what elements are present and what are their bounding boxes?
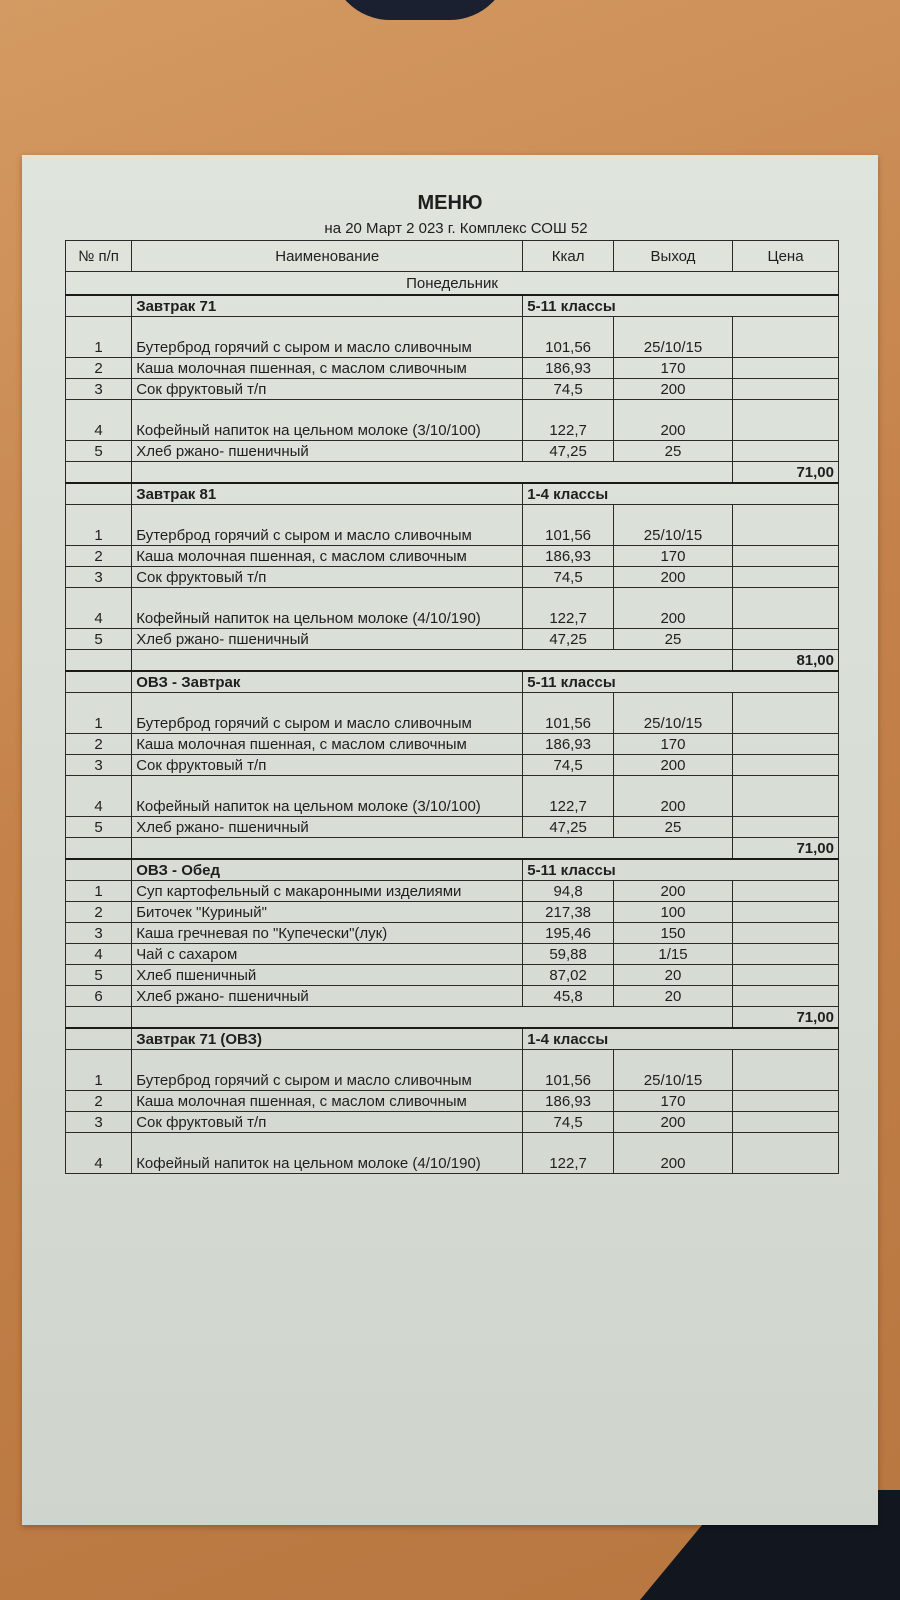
- section-row: [66, 295, 839, 317]
- col-price-header: Цена: [733, 241, 839, 272]
- item-number: 1: [66, 1050, 132, 1091]
- item-price-cell: [733, 358, 839, 379]
- section-price-cell: [733, 295, 839, 317]
- item-output: 25/10/15: [613, 505, 732, 546]
- table-row: [66, 817, 839, 838]
- section-total-row: [66, 1007, 839, 1029]
- item-price-cell: [733, 776, 839, 817]
- item-number: 3: [66, 379, 132, 400]
- item-output: 20: [613, 986, 732, 1007]
- section-total-price: 71,00: [733, 838, 839, 860]
- section-grade: 1-4 классы: [523, 483, 733, 505]
- item-number: 1: [66, 505, 132, 546]
- item-output: 200: [613, 400, 732, 441]
- item-name: Сок фруктовый т/п: [132, 379, 523, 400]
- table-row: [66, 965, 839, 986]
- item-number: 5: [66, 629, 132, 650]
- item-kcal: 186,93: [523, 546, 614, 567]
- item-kcal: 101,56: [523, 1050, 614, 1091]
- total-blank-cell: [132, 838, 733, 860]
- table-row: [66, 505, 839, 546]
- item-price-cell: [733, 1133, 839, 1174]
- section-num-cell: [66, 1028, 132, 1050]
- item-name: Хлеб ржано- пшеничный: [132, 817, 523, 838]
- item-output: 25: [613, 817, 732, 838]
- col-num-header: № п/п: [66, 241, 132, 272]
- item-name: Бутерброд горячий с сыром и масло сливочным: [132, 693, 523, 734]
- item-kcal: 122,7: [523, 588, 614, 629]
- section-row: [66, 1028, 839, 1050]
- menu-table: [65, 240, 839, 1174]
- table-row: [66, 1050, 839, 1091]
- section-name: Завтрак 71 (ОВЗ): [132, 1028, 523, 1050]
- table-row: [66, 629, 839, 650]
- table-row: [66, 441, 839, 462]
- item-kcal: 74,5: [523, 567, 614, 588]
- item-number: 4: [66, 776, 132, 817]
- total-num-cell: [66, 462, 132, 484]
- item-name: Каша молочная пшенная, с маслом сливочным: [132, 358, 523, 379]
- col-output-header: Выход: [613, 241, 732, 272]
- item-price-cell: [733, 986, 839, 1007]
- menu-table-body: [66, 241, 839, 1174]
- item-output: 170: [613, 734, 732, 755]
- section-total-row: [66, 650, 839, 672]
- section-total-row: [66, 838, 839, 860]
- item-price-cell: [733, 505, 839, 546]
- item-price-cell: [733, 317, 839, 358]
- item-number: 5: [66, 441, 132, 462]
- table-row: [66, 944, 839, 965]
- section-num-cell: [66, 671, 132, 693]
- item-output: 200: [613, 379, 732, 400]
- item-number: 4: [66, 588, 132, 629]
- item-number: 6: [66, 986, 132, 1007]
- item-number: 2: [66, 358, 132, 379]
- item-output: 200: [613, 1112, 732, 1133]
- item-kcal: 122,7: [523, 400, 614, 441]
- item-price-cell: [733, 734, 839, 755]
- item-number: 2: [66, 734, 132, 755]
- item-kcal: 94,8: [523, 881, 614, 902]
- item-output: 20: [613, 965, 732, 986]
- table-row: [66, 1091, 839, 1112]
- table-row: [66, 693, 839, 734]
- item-output: 25/10/15: [613, 317, 732, 358]
- item-number: 2: [66, 546, 132, 567]
- header-row: [66, 241, 839, 272]
- item-number: 3: [66, 1112, 132, 1133]
- item-name: Кофейный напиток на цельном молоке (3/10/100): [132, 400, 523, 441]
- item-output: 25: [613, 441, 732, 462]
- section-total-price: 71,00: [733, 1007, 839, 1029]
- section-grade: 5-11 классы: [523, 671, 733, 693]
- item-kcal: 47,25: [523, 629, 614, 650]
- phone-edge: [330, 0, 510, 20]
- item-output: 170: [613, 1091, 732, 1112]
- item-name: Хлеб ржано- пшеничный: [132, 986, 523, 1007]
- item-kcal: 186,93: [523, 1091, 614, 1112]
- section-price-cell: [733, 483, 839, 505]
- item-output: 200: [613, 588, 732, 629]
- table-row: [66, 379, 839, 400]
- item-kcal: 59,88: [523, 944, 614, 965]
- item-output: 200: [613, 881, 732, 902]
- section-num-cell: [66, 859, 132, 881]
- item-output: 200: [613, 776, 732, 817]
- item-price-cell: [733, 965, 839, 986]
- item-price-cell: [733, 441, 839, 462]
- table-row: [66, 986, 839, 1007]
- item-kcal: 122,7: [523, 776, 614, 817]
- total-num-cell: [66, 1007, 132, 1029]
- item-price-cell: [733, 588, 839, 629]
- item-output: 150: [613, 923, 732, 944]
- section-num-cell: [66, 483, 132, 505]
- section-row: [66, 859, 839, 881]
- item-name: Каша молочная пшенная, с маслом сливочным: [132, 1091, 523, 1112]
- item-kcal: 217,38: [523, 902, 614, 923]
- item-kcal: 74,5: [523, 755, 614, 776]
- item-name: Хлеб пшеничный: [132, 965, 523, 986]
- item-kcal: 101,56: [523, 693, 614, 734]
- item-number: 1: [66, 693, 132, 734]
- section-row: [66, 671, 839, 693]
- table-row: [66, 588, 839, 629]
- section-total-price: 71,00: [733, 462, 839, 484]
- item-kcal: 101,56: [523, 317, 614, 358]
- item-kcal: 74,5: [523, 1112, 614, 1133]
- total-blank-cell: [132, 462, 733, 484]
- table-row: [66, 755, 839, 776]
- item-output: 170: [613, 546, 732, 567]
- item-price-cell: [733, 923, 839, 944]
- item-kcal: 87,02: [523, 965, 614, 986]
- item-price-cell: [733, 379, 839, 400]
- item-price-cell: [733, 881, 839, 902]
- item-name: Кофейный напиток на цельном молоке (3/10/100): [132, 776, 523, 817]
- item-kcal: 47,25: [523, 441, 614, 462]
- item-name: Бутерброд горячий с сыром и масло сливочным: [132, 317, 523, 358]
- section-name: ОВЗ - Обед: [132, 859, 523, 881]
- table-row: [66, 546, 839, 567]
- section-price-cell: [733, 671, 839, 693]
- item-name: Суп картофельный с макаронными изделиями: [132, 881, 523, 902]
- item-number: 3: [66, 923, 132, 944]
- section-price-cell: [733, 1028, 839, 1050]
- item-output: 1/15: [613, 944, 732, 965]
- item-price-cell: [733, 902, 839, 923]
- item-price-cell: [733, 1091, 839, 1112]
- item-kcal: 45,8: [523, 986, 614, 1007]
- section-grade: 5-11 классы: [523, 295, 733, 317]
- item-name: Сок фруктовый т/п: [132, 755, 523, 776]
- item-name: Кофейный напиток на цельном молоке (4/10/190): [132, 1133, 523, 1174]
- section-num-cell: [66, 295, 132, 317]
- table-row: [66, 776, 839, 817]
- item-price-cell: [733, 755, 839, 776]
- section-grade: 1-4 классы: [523, 1028, 733, 1050]
- total-blank-cell: [132, 1007, 733, 1029]
- table-row: [66, 317, 839, 358]
- col-name-header: Наименование: [132, 241, 523, 272]
- section-price-cell: [733, 859, 839, 881]
- item-price-cell: [733, 944, 839, 965]
- item-number: 5: [66, 817, 132, 838]
- table-row: [66, 902, 839, 923]
- item-price-cell: [733, 1050, 839, 1091]
- item-output: 200: [613, 567, 732, 588]
- item-number: 2: [66, 902, 132, 923]
- item-name: Хлеб ржано- пшеничный: [132, 441, 523, 462]
- item-name: Каша молочная пшенная, с маслом сливочным: [132, 734, 523, 755]
- item-output: 200: [613, 1133, 732, 1174]
- section-total-row: [66, 462, 839, 484]
- total-blank-cell: [132, 650, 733, 672]
- section-row: [66, 483, 839, 505]
- day-label: Понедельник: [66, 272, 839, 296]
- item-name: Биточек "Куриный": [132, 902, 523, 923]
- item-name: Сок фруктовый т/п: [132, 1112, 523, 1133]
- item-price-cell: [733, 1112, 839, 1133]
- item-output: 25/10/15: [613, 693, 732, 734]
- item-price-cell: [733, 817, 839, 838]
- item-name: Хлеб ржано- пшеничный: [132, 629, 523, 650]
- item-kcal: 122,7: [523, 1133, 614, 1174]
- item-kcal: 195,46: [523, 923, 614, 944]
- table-row: [66, 881, 839, 902]
- section-name: ОВЗ - Завтрак: [132, 671, 523, 693]
- section-grade: 5-11 классы: [523, 859, 733, 881]
- item-output: 200: [613, 755, 732, 776]
- item-name: Чай с сахаром: [132, 944, 523, 965]
- total-num-cell: [66, 650, 132, 672]
- section-name: Завтрак 81: [132, 483, 523, 505]
- item-number: 1: [66, 881, 132, 902]
- table-row: [66, 358, 839, 379]
- item-kcal: 101,56: [523, 505, 614, 546]
- item-name: Кофейный напиток на цельном молоке (4/10/190): [132, 588, 523, 629]
- item-kcal: 186,93: [523, 734, 614, 755]
- item-number: 4: [66, 944, 132, 965]
- item-name: Сок фруктовый т/п: [132, 567, 523, 588]
- col-kcal-header: Ккал: [523, 241, 614, 272]
- table-row: [66, 734, 839, 755]
- item-name: Каша молочная пшенная, с маслом сливочным: [132, 546, 523, 567]
- table-row: [66, 1112, 839, 1133]
- item-price-cell: [733, 693, 839, 734]
- item-name: Каша гречневая по "Купечески"(лук): [132, 923, 523, 944]
- item-output: 100: [613, 902, 732, 923]
- day-row: [66, 272, 839, 296]
- item-output: 170: [613, 358, 732, 379]
- item-kcal: 186,93: [523, 358, 614, 379]
- item-price-cell: [733, 546, 839, 567]
- item-price-cell: [733, 400, 839, 441]
- item-number: 2: [66, 1091, 132, 1112]
- table-row: [66, 1133, 839, 1174]
- item-output: 25/10/15: [613, 1050, 732, 1091]
- table-row: [66, 923, 839, 944]
- item-number: 4: [66, 1133, 132, 1174]
- section-total-price: 81,00: [733, 650, 839, 672]
- item-number: 3: [66, 755, 132, 776]
- item-name: Бутерброд горячий с сыром и масло сливочным: [132, 505, 523, 546]
- section-name: Завтрак 71: [132, 295, 523, 317]
- table-row: [66, 567, 839, 588]
- item-number: 4: [66, 400, 132, 441]
- item-name: Бутерброд горячий с сыром и масло сливочным: [132, 1050, 523, 1091]
- item-number: 5: [66, 965, 132, 986]
- item-price-cell: [733, 567, 839, 588]
- item-kcal: 47,25: [523, 817, 614, 838]
- item-price-cell: [733, 629, 839, 650]
- item-kcal: 74,5: [523, 379, 614, 400]
- menu-title: МЕНЮ: [417, 192, 483, 214]
- table-row: [66, 400, 839, 441]
- item-number: 3: [66, 567, 132, 588]
- item-output: 25: [613, 629, 732, 650]
- menu-subtitle: на 20 Март 2 023 г. Комплекс СОШ 52: [324, 220, 588, 237]
- total-num-cell: [66, 838, 132, 860]
- item-number: 1: [66, 317, 132, 358]
